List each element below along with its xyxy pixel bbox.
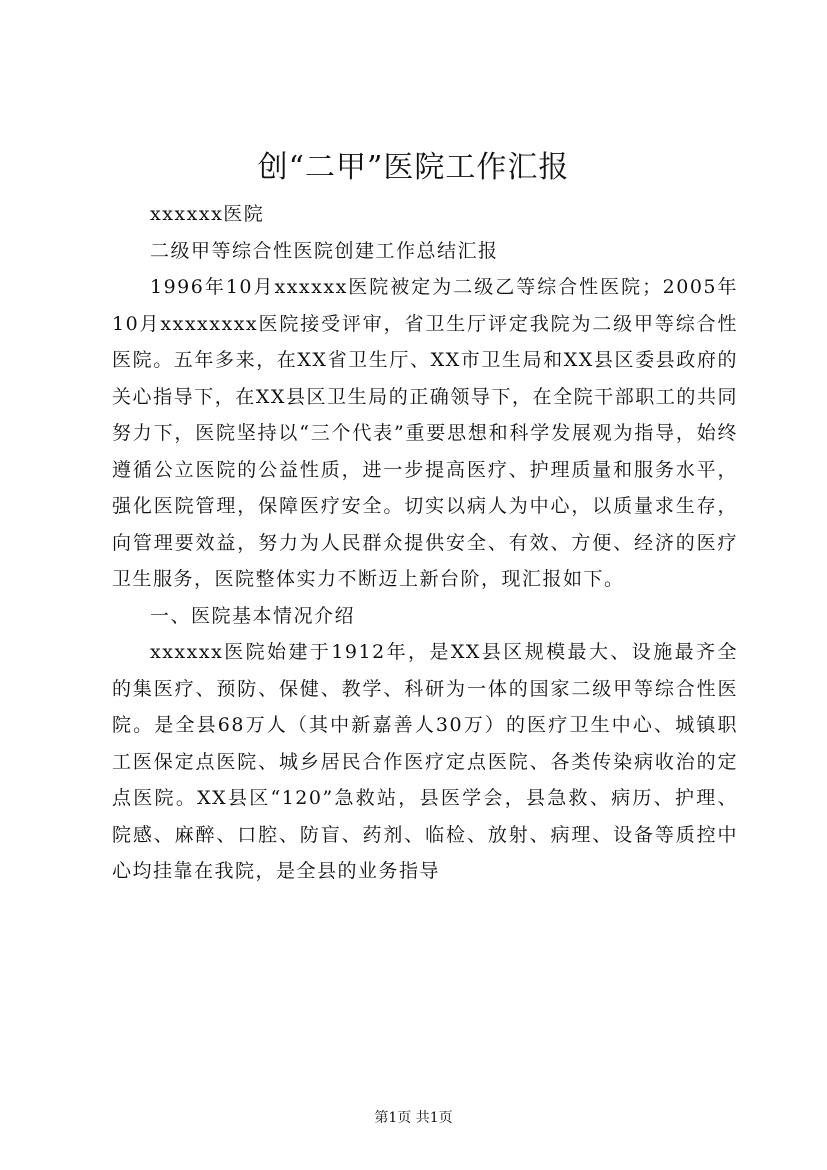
document-title: 创“二甲”医院工作汇报 [257,150,570,185]
hospital-name-line: xxxxxx医院 [150,203,265,225]
page-footer: 第1页 共1页 [374,1110,453,1126]
document-body [112,196,738,890]
section-heading-1: 一、医院基本情况介绍 [150,604,356,627]
intro-paragraph: 1996年10月xxxxxx医院被定为二级乙等综合性医院；2005年10月xxxxxxxx医院接受评审，省卫生厅评定我院为二级甲等综合性医院。五年多来，在XX省卫生厅、XX市卫生局和XX县区委县政府的关心指导下，在XX县区卫生局的正确领导下，在全院干部职工的共同努力下，医院坚持以“三个代表”重要思想和科学发展观为指导，始终遵循公立医院的公益性质，进一步提高医疗、护理质量和服务水平，强化医院管理，保障医疗安全。切实以病人为中心，以质量求生存，向管理要效益，努力为人民群众提供安全、有效、方便、经济的医疗卫生服务，医院整体实力不断迈上新台阶，现汇报如下。 [112,276,738,590]
report-subtitle: 二级甲等综合性医院创建工作总结汇报 [150,239,499,262]
basic-info-paragraph: xxxxxx医院始建于1912年，是XX县区规模最大、设施最齐全的集医疗、预防、保健、教学、科研为一体的国家二级甲等综合性医院。是全县68万人（其中新嘉善人30万）的医疗卫生中心、城镇职工医保定点医院、城乡居民合作医疗定点医院、各类传染病收治的定点医院。XX县区“120”急救站，县医学会，县急救、病历、护理、院感、麻醉、口腔、防盲、药剂、临检、放射、病理、设备等质控中心均挂靠在我院，是全县的业务指导 [112,641,738,882]
